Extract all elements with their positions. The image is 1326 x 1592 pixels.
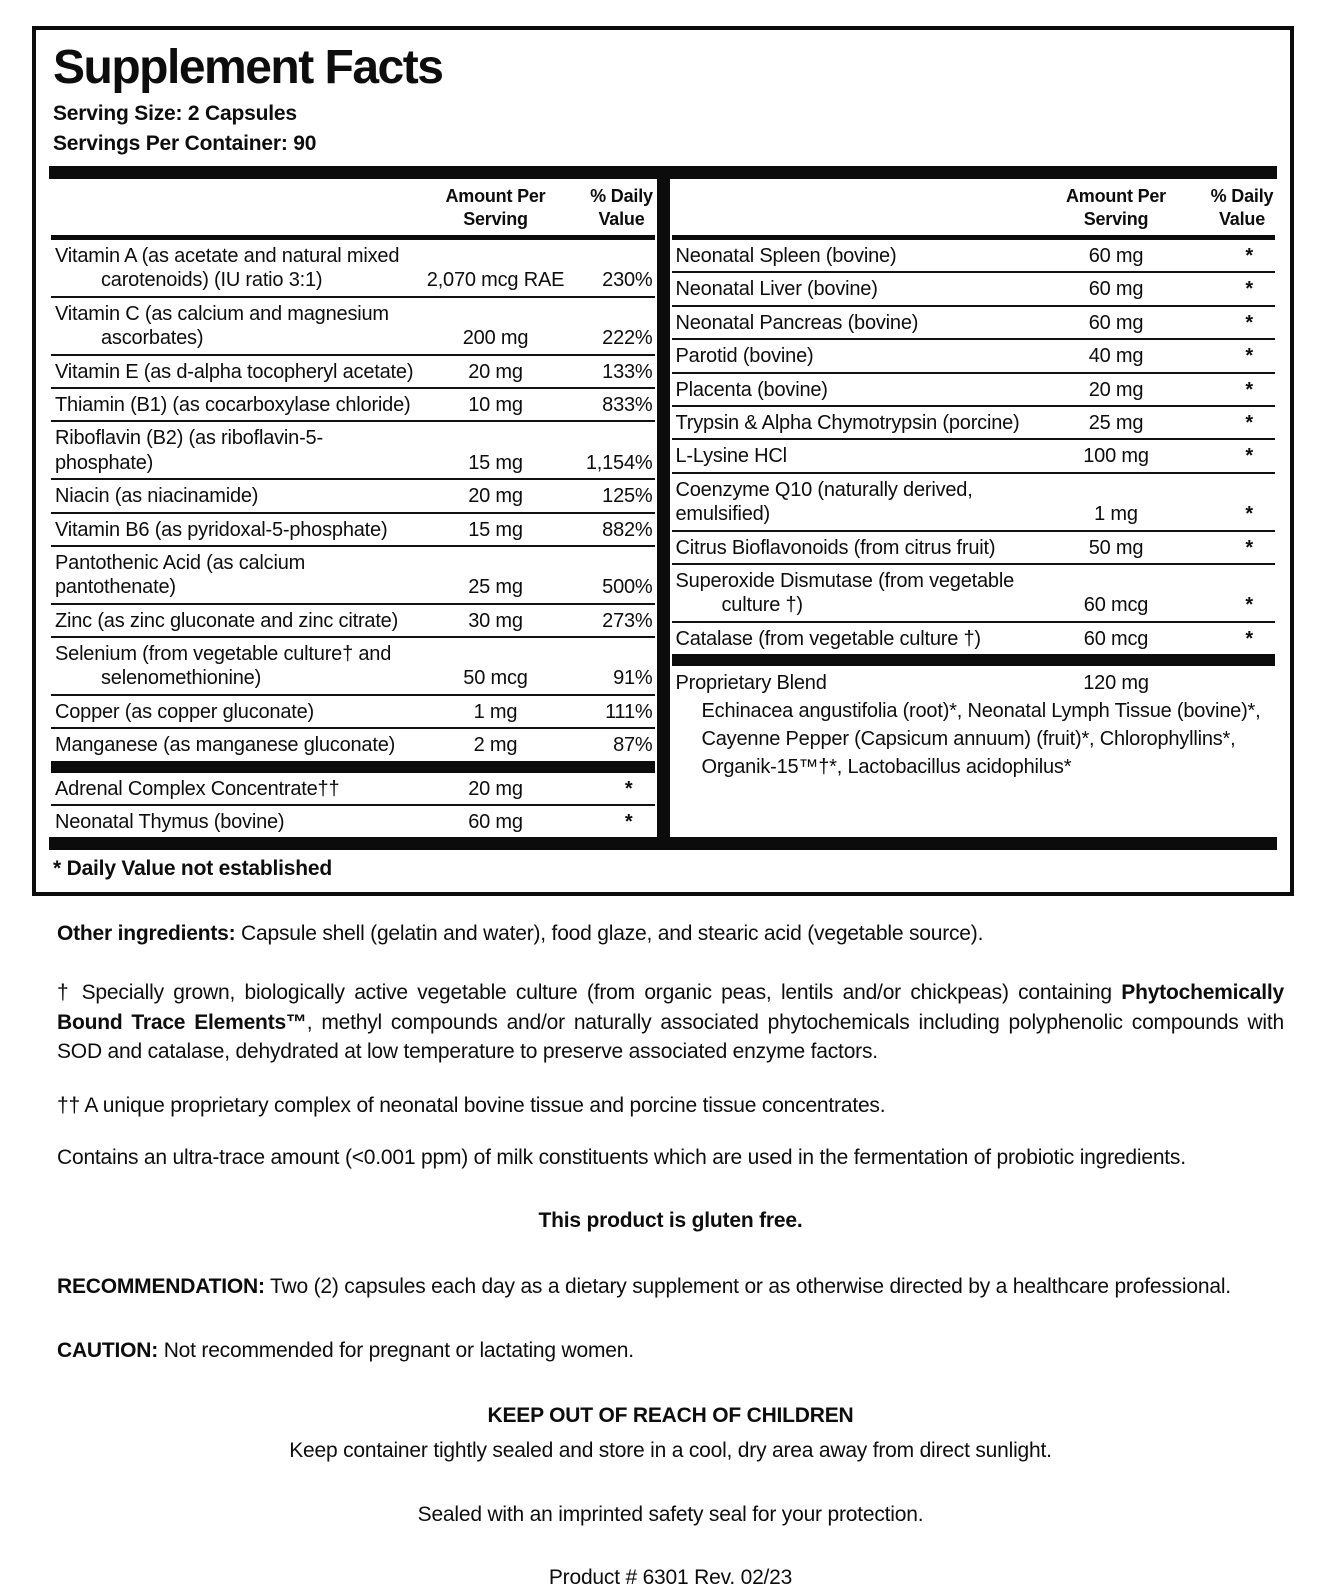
ingredient-daily-value: 833% [602,393,653,416]
recommendation-label: RECOMMENDATION: [57,1275,265,1299]
ingredient-amount: 1 mg [1094,503,1138,526]
ingredient-name [672,378,1042,402]
ingredient-daily-value: 882% [602,518,653,541]
header-percent-daily-value: % Daily Value [590,186,653,229]
ingredient-name [51,777,421,801]
ingredient-name [672,277,1042,301]
top-divider-bar [49,166,1277,179]
left-main-rows [51,240,655,761]
bottom-divider-bar [49,837,1277,850]
table-row [672,271,1276,304]
left-column [49,179,657,837]
left-column-header [51,179,655,240]
header-amount-per-serving: Amount Per Serving [1065,186,1166,229]
ingredient-name-line: carotenoids) (IU ratio 3:1) [101,269,323,292]
table-row [51,603,655,636]
ingredient-daily-value: * [1245,594,1253,617]
ingredient-name [51,609,421,633]
right-section-divider-bar [672,654,1276,666]
ingredient-name [51,700,421,724]
ingredient-name-line: Neonatal Pancreas (bovine) [675,311,919,334]
table-row [51,420,655,478]
other-ingredients-label: Other ingredients: [57,922,236,946]
ingredient-name-line: Placenta (bovine) [675,378,828,401]
ingredient-name-line: Niacin (as niacinamide) [55,485,259,508]
ingredient-daily-value: * [1245,378,1253,401]
other-ingredients-text: Capsule shell (gelatin and water), food glaze, and stearic acid (vegetable source). [235,922,984,946]
table-row [672,405,1276,438]
ingredient-amount: 100 mg [1083,445,1149,468]
ingredient-amount: 60 mg [1088,311,1144,334]
ingredient-name-line: Neonatal Liver (bovine) [675,278,878,301]
ingredient-name [51,393,421,417]
table-row [51,296,655,354]
daily-value-footnote: * Daily Value not established [53,857,332,881]
proprietary-blend-ingredients-line: Cayenne Pepper (Capsicum annuum) (fruit)*, Chlorophyllins*, [701,728,1236,751]
dagger-note-suffix: , methyl compounds and/or naturally associated phytochemicals including polyphenolic compounds with SOD and catalase, dehydrated at low temperature to preserve associated enzyme factors. [57,1010,1284,1064]
ingredient-name [672,444,1042,468]
left-section-divider-bar [51,761,655,773]
ingredient-name-line: Riboflavin (B2) (as riboflavin-5-phosphate) [55,427,323,474]
ingredient-amount: 25 mg [1088,411,1144,434]
ingredient-daily-value: 87% [613,734,653,757]
ingredient-daily-value: * [1245,411,1253,434]
ingredient-amount: 60 mcg [1083,594,1149,617]
table-row [672,438,1276,471]
recommendation-text: Two (2) capsules each day as a dietary supplement or as otherwise directed by a healthcare professional. [264,1275,1231,1299]
ingredient-name-line: Selenium (from vegetable culture† and [55,643,392,666]
ingredient-amount: 1 mg [473,700,518,723]
ingredient-amount: 2 mg [473,734,518,757]
product-number-revision: Product # 6301 Rev. 02/23 [548,1565,793,1589]
table-row [51,240,655,296]
recommendation [57,1273,1284,1301]
ingredient-daily-value: 500% [602,576,653,599]
dagger-note-bold: Phytochemically Bound Trace Elements™ [57,980,1284,1034]
ingredient-name [672,411,1042,435]
ingredient-name [51,426,421,475]
table-row [51,804,655,837]
ingredient-daily-value: 230% [602,269,653,292]
right-main-rows [672,240,1276,654]
ingredient-name [672,536,1042,560]
ingredient-amount: 60 mcg [1083,627,1149,650]
ingredient-amount: 20 mg [468,777,523,800]
table-row [51,694,655,727]
ingredient-daily-value: * [1245,278,1253,301]
table-row [672,621,1276,654]
table-row [51,512,655,545]
ingredient-name [51,302,421,351]
ingredient-daily-value: 1,154% [585,451,653,474]
ingredient-name-line: L-Lysine HCl [675,445,787,468]
proprietary-blend-amount: 120 mg [1083,672,1149,695]
ingredient-daily-value: * [1245,503,1253,526]
ingredient-daily-value: 133% [602,360,653,383]
table-row [672,563,1276,621]
ingredient-name [672,627,1042,651]
ingredient-name [672,478,1042,527]
proprietary-blend-row [672,670,1276,696]
ingredient-amount: 25 mg [468,576,523,599]
table-row [51,387,655,420]
ingredient-name-line: culture †) [721,594,803,617]
ingredient-daily-value: 111% [605,700,653,723]
table-row [672,530,1276,563]
ingredient-name [672,311,1042,335]
ingredient-name-line: selenomethionine) [101,667,262,690]
ingredient-name [672,244,1042,268]
ingredient-amount: 20 mg [1088,378,1144,401]
table-row [672,338,1276,371]
table-row [51,727,655,760]
ingredient-daily-value: 222% [602,327,653,350]
ingredient-name-line: Vitamin B6 (as pyridoxal-5-phosphate) [55,518,388,541]
keep-out-of-reach-warning: KEEP OUT OF REACH OF CHILDREN [487,1403,854,1427]
header-amount-per-serving: Amount Per Serving [445,186,546,229]
other-ingredients [57,920,1284,948]
ingredient-name [51,518,421,542]
ingredient-name [51,360,421,384]
ingredient-name-line: Citrus Bioflavonoids (from citrus fruit) [675,536,996,559]
ingredient-amount: 20 mg [468,360,523,383]
caution-text: Not recommended for pregnant or lactating women. [158,1338,634,1362]
ingredient-name-line: Vitamin C (as calcium and magnesium [55,302,389,325]
ingredient-daily-value: * [1245,627,1253,650]
double-dagger-note: †† A unique proprietary complex of neonatal bovine tissue and porcine tissue concentrates. [57,1094,886,1118]
ingredient-amount: 30 mg [468,609,523,632]
ingredient-name-line: Neonatal Thymus (bovine) [55,811,285,834]
table-row [672,240,1276,271]
ingredient-amount: 40 mg [1088,345,1144,368]
table-row [51,478,655,511]
table-row [51,354,655,387]
ingredient-name [51,551,421,600]
ingredient-name [51,244,421,293]
ingredient-name [51,484,421,508]
ingredient-name-line: Manganese (as manganese gluconate) [55,734,396,757]
ingredient-daily-value: * [1245,245,1253,267]
gluten-free-statement: This product is gluten free. [538,1208,803,1232]
servings-per-container: Servings Per Container: 90 [53,132,317,155]
ingredient-amount: 200 mg [462,327,529,350]
caution-label: CAUTION: [57,1338,159,1362]
ingredient-amount: 15 mg [468,451,523,474]
ingredient-name [672,344,1042,368]
serving-size: Serving Size: 2 Capsules [53,102,297,125]
proprietary-blend-block [672,666,1276,786]
ingredient-daily-value: * [1245,311,1253,334]
left-special-rows [51,773,655,838]
vertical-divider-bar [657,179,670,837]
ingredient-amount: 2,070 mcg RAE [426,269,565,292]
facts-table [49,179,1277,837]
proprietary-blend-ingredients-line: Organik-15™†*, Lactobacillus acidophilus* [701,756,1072,779]
table-row [672,472,1276,530]
proprietary-blend-name: Proprietary Blend [675,672,827,695]
ingredient-name-line: Trypsin & Alpha Chymotrypsin (porcine) [675,411,1020,434]
ingredient-amount: 10 mg [468,393,523,416]
notes-section [57,920,1284,1592]
ingredient-name-line: Thiamin (B1) (as cocarboxylase chloride) [55,393,411,416]
ingredient-amount: 60 mg [468,811,523,834]
right-column-header [672,179,1276,240]
ingredient-amount: 20 mg [468,485,523,508]
ingredient-name-line: ascorbates) [101,327,204,350]
ingredient-name-line: Neonatal Spleen (bovine) [675,245,897,267]
ingredient-name-line: Adrenal Complex Concentrate†† [55,777,340,800]
ingredient-name [51,810,421,834]
ingredient-name-line: Zinc (as zinc gluconate and zinc citrate) [55,609,399,632]
ingredient-name-line: Pantothenic Acid (as calcium pantothenate) [55,551,306,599]
table-row [672,372,1276,405]
milk-trace-note: Contains an ultra-trace amount (<0.001 ppm) of milk constituents which are used in the fermentation of probiotic ingredients. [57,1145,1186,1169]
ingredient-amount: 50 mcg [463,667,528,690]
ingredient-daily-value: * [1245,445,1253,468]
ingredient-daily-value: * [1245,345,1253,368]
proprietary-blend-ingredients-line: Echinacea angustifolia (root)*, Neonatal Lymph Tissue (bovine)*, [701,700,1261,723]
ingredient-daily-value: * [624,811,633,834]
ingredient-name [51,642,421,691]
ingredient-name-line: Vitamin A (as acetate and natural mixed [55,245,400,267]
ingredient-name-line: Coenzyme Q10 (naturally derived, emulsified) [675,478,973,526]
ingredient-amount: 60 mg [1088,278,1144,301]
table-row [51,773,655,804]
header-percent-daily-value: % Daily Value [1210,186,1274,229]
table-row [51,545,655,603]
ingredient-name-line: Parotid (bovine) [675,345,814,368]
table-row [672,305,1276,338]
panel-title: Supplement Facts [53,41,443,94]
ingredient-daily-value: * [1245,536,1253,559]
dagger-note [57,978,1284,1067]
supplement-facts-panel [32,26,1294,896]
ingredient-name [672,569,1042,618]
right-column [670,179,1278,837]
ingredient-name-line: Superoxide Dismutase (from vegetable [675,569,1015,592]
caution [57,1337,1284,1365]
ingredient-daily-value: * [624,777,633,800]
table-row [51,636,655,694]
ingredient-amount: 15 mg [468,518,523,541]
storage-instructions: Keep container tightly sealed and store in a cool, dry area away from direct sunlight. [289,1439,1052,1463]
ingredient-daily-value: 125% [602,485,653,508]
dagger-note-prefix: † Specially grown, biologically active vegetable culture (from organic peas, lentils and/or chickpeas) containing [57,980,1122,1004]
ingredient-name-line: Copper (as copper gluconate) [55,700,314,723]
ingredient-name-line: Vitamin E (as d-alpha tocopheryl acetate) [55,360,414,383]
ingredient-name-line: Catalase (from vegetable culture †) [675,627,981,650]
ingredient-daily-value: 91% [613,667,653,690]
ingredient-amount: 60 mg [1088,245,1144,267]
safety-seal-statement: Sealed with an imprinted safety seal for your protection. [417,1502,924,1526]
ingredient-name [51,733,421,757]
ingredient-daily-value: 273% [602,609,653,632]
ingredient-amount: 50 mg [1088,536,1144,559]
